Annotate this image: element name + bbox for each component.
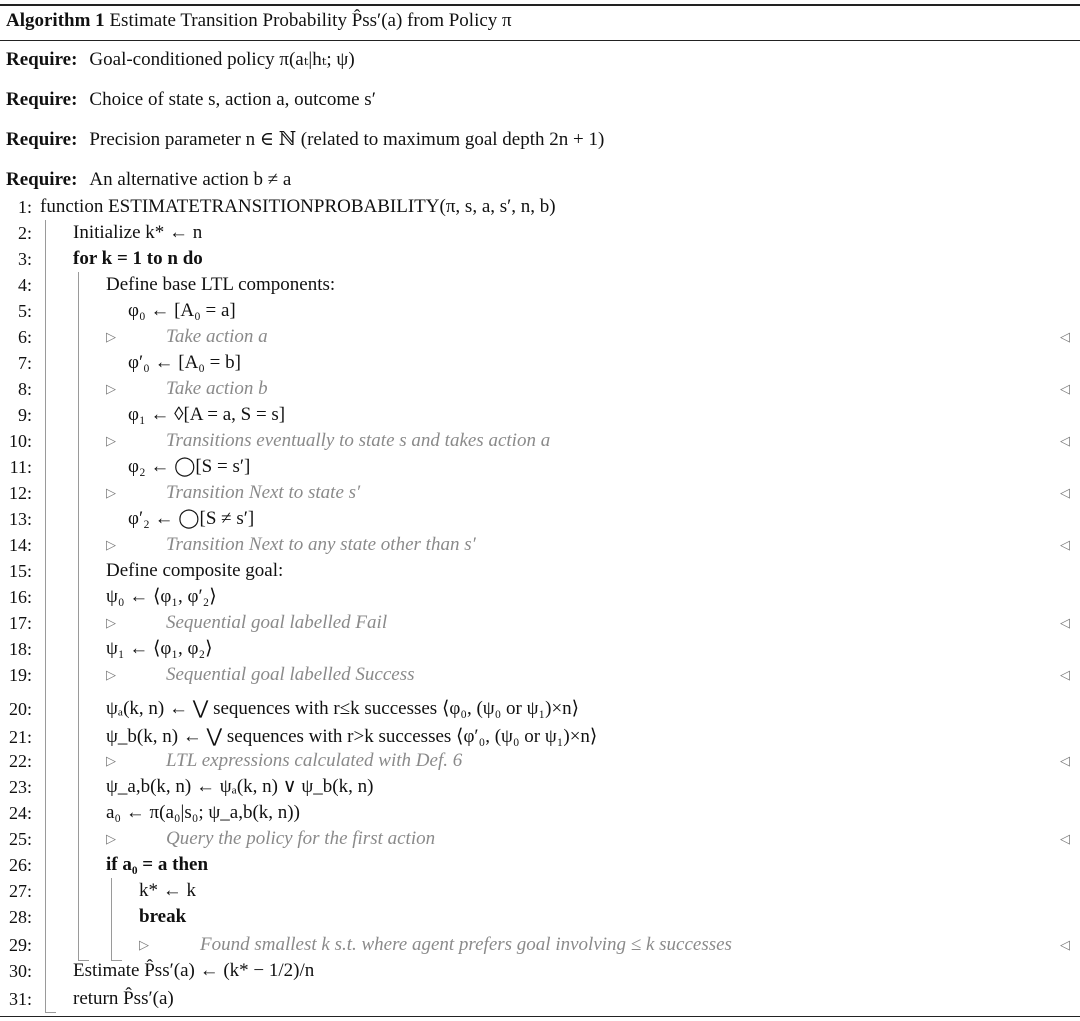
line-number: 13: <box>8 509 32 529</box>
comment-text: Found smallest k s.t. where agent prefers goal involving ≤ k successes <box>200 934 732 955</box>
algo-line-8 <box>0 376 1080 402</box>
triangle-right-icon: ▷ <box>106 485 116 500</box>
triangle-left-icon: ◁ <box>1060 831 1070 846</box>
triangle-left-icon: ◁ <box>1060 615 1070 630</box>
line-text: return P̂ss′(a) <box>73 988 174 1009</box>
line-text: a₀ ← π(a₀|s₀; ψ_a,b(k, n)) <box>106 802 300 823</box>
triangle-right-icon: ▷ <box>106 831 116 846</box>
algo-line-22 <box>0 748 1080 774</box>
triangle-right-icon: ▷ <box>106 381 116 396</box>
algo-line-3 <box>0 246 1080 272</box>
algo-line-1 <box>0 194 1080 220</box>
require-text: An alternative action b ≠ a <box>89 169 292 190</box>
line-number: 30: <box>8 961 32 981</box>
triangle-right-icon: ▷ <box>139 937 149 952</box>
require-4 <box>6 167 291 193</box>
comment-text: Transition Next to state s′ <box>166 482 361 503</box>
line-text: φ₂ ← ◯[S = s′] <box>128 456 251 477</box>
triangle-left-icon: ◁ <box>1060 381 1070 396</box>
algo-line-18 <box>0 636 1080 662</box>
line-number: 14: <box>8 535 32 555</box>
algo-line-27 <box>0 878 1080 904</box>
bottom-rule <box>0 1016 1080 1017</box>
line-number: 6: <box>17 327 32 347</box>
line-text: φ′₂ ← ◯[S ≠ s′] <box>128 508 255 529</box>
line-number: 5: <box>17 301 32 321</box>
require-keyword: Require: <box>6 49 78 70</box>
line-text: Initialize k* ← n <box>73 222 203 243</box>
line-number: 26: <box>8 855 32 875</box>
comment-text: Sequential goal labelled Fail <box>166 612 388 633</box>
require-keyword: Require: <box>6 89 78 110</box>
require-2 <box>6 87 376 113</box>
algo-line-29 <box>0 932 1080 958</box>
line-text: Estimate P̂ss′(a) ← (k* − 1/2)/n <box>73 960 315 981</box>
comment-text: Transition Next to any state other than s′ <box>166 534 476 555</box>
line-number: 19: <box>8 665 32 685</box>
triangle-right-icon: ▷ <box>106 667 116 682</box>
line-number: 17: <box>8 613 32 633</box>
algo-line-14 <box>0 532 1080 558</box>
line-text: φ′₀ ← [A₀ = b] <box>128 352 241 373</box>
comment-text: Sequential goal labelled Success <box>166 664 415 685</box>
algo-line-26 <box>0 852 1080 878</box>
line-text: function ESTIMATETRANSITIONPROBABILITY(π, s, a, s′, n, b) <box>40 196 556 217</box>
triangle-left-icon: ◁ <box>1060 537 1070 552</box>
algorithm-title-text: Estimate Transition Probability P̂ss′(a) from Policy π <box>109 10 512 31</box>
line-text: Define base LTL components: <box>106 274 336 295</box>
algo-line-28 <box>0 904 1080 930</box>
require-3 <box>6 127 604 153</box>
require-text: Choice of state s, action a, outcome s′ <box>89 89 376 110</box>
line-number: 18: <box>8 639 32 659</box>
line-number: 27: <box>8 881 32 901</box>
line-number: 31: <box>8 989 32 1009</box>
algorithm-label: Algorithm 1 <box>6 10 105 31</box>
line-number: 10: <box>8 431 32 451</box>
algo-line-2 <box>0 220 1080 246</box>
algo-line-15 <box>0 558 1080 584</box>
line-text: if a₀ = a then <box>106 854 209 875</box>
triangle-left-icon: ◁ <box>1060 667 1070 682</box>
line-text: ψ_a,b(k, n) ← ψₐ(k, n) ∨ ψ_b(k, n) <box>106 776 374 797</box>
line-number: 21: <box>8 727 32 747</box>
line-text: k* ← k <box>139 880 196 901</box>
algo-line-9 <box>0 402 1080 428</box>
algo-line-6 <box>0 324 1080 350</box>
algo-line-11 <box>0 454 1080 480</box>
algo-line-12 <box>0 480 1080 506</box>
algo-line-20 <box>0 696 1080 722</box>
triangle-right-icon: ▷ <box>106 753 116 768</box>
triangle-left-icon: ◁ <box>1060 753 1070 768</box>
triangle-right-icon: ▷ <box>106 433 116 448</box>
line-number: 20: <box>8 699 32 719</box>
algo-line-10 <box>0 428 1080 454</box>
triangle-right-icon: ▷ <box>106 537 116 552</box>
line-text: ψₐ(k, n) ← ⋁ sequences with r≤k successes ⟨φ₀, (ψ₀ or ψ₁)×n⟩ <box>106 698 580 719</box>
algo-line-23 <box>0 774 1080 800</box>
line-number: 23: <box>8 777 32 797</box>
algo-line-31 <box>0 986 1080 1012</box>
function-scope-foot <box>45 1012 56 1013</box>
line-number: 1: <box>17 197 32 217</box>
require-keyword: Require: <box>6 169 78 190</box>
line-number: 7: <box>17 353 32 373</box>
line-number: 8: <box>17 379 32 399</box>
line-text: φ₁ ← ◊[A = a, S = s] <box>128 404 286 425</box>
triangle-right-icon: ▷ <box>106 329 116 344</box>
require-keyword: Require: <box>6 129 78 150</box>
top-rule <box>0 4 1080 6</box>
triangle-left-icon: ◁ <box>1060 937 1070 952</box>
comment-text: Transitions eventually to state s and takes action a <box>166 430 551 451</box>
algo-line-24 <box>0 800 1080 826</box>
line-number: 3: <box>17 249 32 269</box>
algo-line-21 <box>0 724 1080 750</box>
algo-line-5 <box>0 298 1080 324</box>
line-text: ψ₀ ← ⟨φ₁, φ′₂⟩ <box>106 586 217 607</box>
require-text: Goal-conditioned policy π(aₜ|hₜ; ψ) <box>89 49 355 70</box>
algo-line-17 <box>0 610 1080 636</box>
comment-text: LTL expressions calculated with Def. 6 <box>166 750 463 771</box>
line-number: 24: <box>8 803 32 823</box>
algo-line-4 <box>0 272 1080 298</box>
line-text: ψ₁ ← ⟨φ₁, φ₂⟩ <box>106 638 213 659</box>
line-number: 28: <box>8 907 32 927</box>
triangle-left-icon: ◁ <box>1060 433 1070 448</box>
algo-line-7 <box>0 350 1080 376</box>
line-text: Define composite goal: <box>106 560 284 581</box>
comment-text: Take action b <box>166 378 268 399</box>
comment-text: Query the policy for the first action <box>166 828 436 849</box>
algorithm-title <box>6 10 512 32</box>
algo-line-30 <box>0 958 1080 984</box>
line-text: φ₀ ← [A₀ = a] <box>128 300 236 321</box>
line-text: break <box>139 906 187 927</box>
line-number: 11: <box>9 457 32 477</box>
triangle-left-icon: ◁ <box>1060 485 1070 500</box>
algo-line-19 <box>0 662 1080 688</box>
triangle-right-icon: ▷ <box>106 615 116 630</box>
line-number: 2: <box>17 223 32 243</box>
line-number: 12: <box>8 483 32 503</box>
line-text: ψ_b(k, n) ← ⋁ sequences with r>k successes ⟨φ′₀, (ψ₀ or ψ₁)×n⟩ <box>106 726 598 747</box>
line-number: 22: <box>8 751 32 771</box>
algo-line-16 <box>0 584 1080 610</box>
algo-line-25 <box>0 826 1080 852</box>
triangle-left-icon: ◁ <box>1060 329 1070 344</box>
require-1 <box>6 47 355 73</box>
line-text: for k = 1 to n do <box>73 248 203 269</box>
line-number: 29: <box>8 935 32 955</box>
algo-line-13 <box>0 506 1080 532</box>
line-number: 25: <box>8 829 32 849</box>
title-rule <box>0 40 1080 41</box>
line-number: 16: <box>8 587 32 607</box>
comment-text: Take action a <box>166 326 268 347</box>
line-number: 15: <box>8 561 32 581</box>
line-number: 9: <box>17 405 32 425</box>
line-number: 4: <box>17 275 32 295</box>
require-text: Precision parameter n ∈ ℕ (related to maximum goal depth 2n + 1) <box>89 129 605 150</box>
